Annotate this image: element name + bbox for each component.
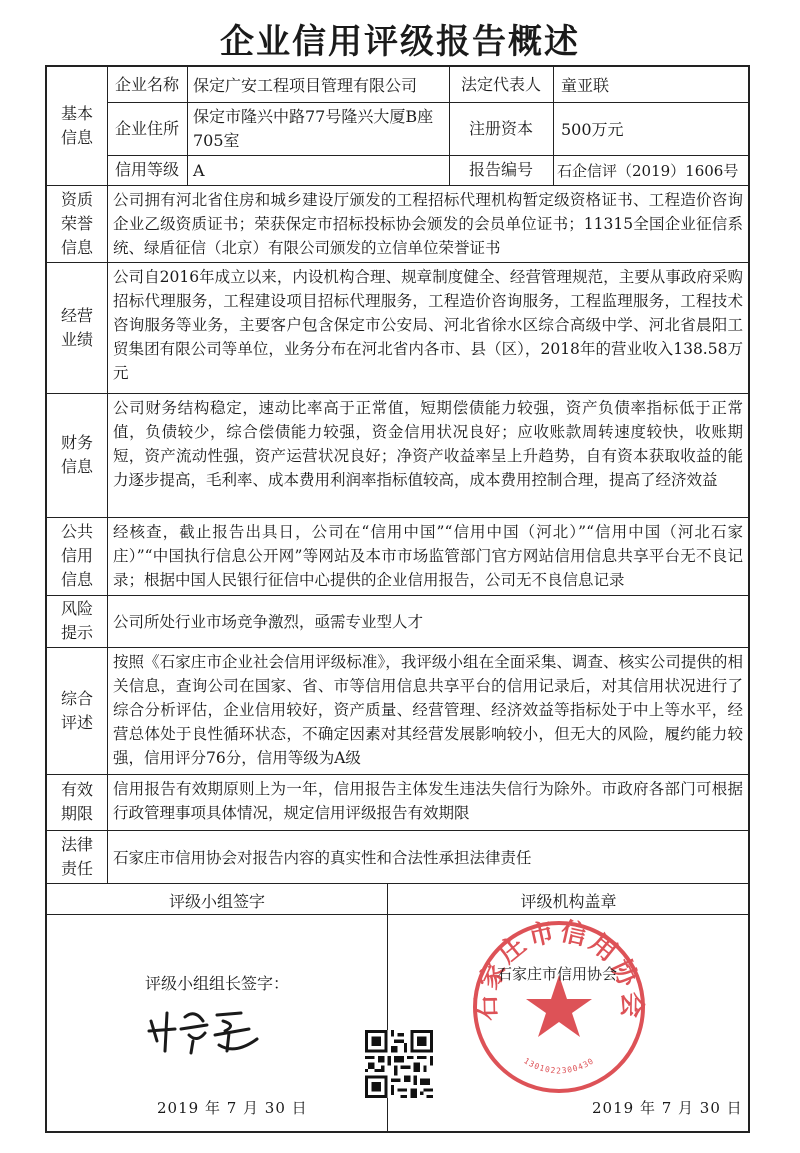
capital-value: 500万元: [561, 120, 624, 139]
grade-label: 信用等级: [114, 160, 179, 179]
address-label: 企业住所: [114, 118, 179, 138]
legal-rep-label: 法定代表人: [460, 74, 541, 94]
report-no-value: 石企信评（2019）1606号: [557, 161, 739, 180]
basic-info-label: 基本信息: [61, 104, 94, 147]
qualification-text: 公司拥有河北省住房和城乡建设厅颁发的工程招标代理机构暂定级资格证书、工程造价咨询企业乙级资质证书；荣获保定市招标投标协会颁发的会员单位证书；11315全国企业征信系统、绿盾征信（北京）有限公司颁发的立信单位荣誉证书: [113, 191, 743, 257]
seal-organization-name: 石家庄市信用协会: [496, 965, 617, 983]
svg-text:1301022300430: 1301022300430: [522, 1056, 596, 1076]
report-sheet: [45, 65, 750, 1133]
page-title: 企业信用评级报告概述: [220, 22, 580, 62]
public-credit-label: 公共信用信息: [61, 522, 94, 589]
capital-label: 注册资本: [468, 118, 533, 138]
rating-team-signature-header: 评级小组签字: [168, 892, 265, 911]
qualification-label: 资质荣誉信息: [61, 189, 94, 257]
legal-rep-value: 童亚联: [561, 76, 610, 95]
grade-value: A: [193, 160, 205, 180]
legal-text: 石家庄市信用协会对报告内容的真实性和合法性承担法律责任: [113, 848, 532, 867]
official-seal: [469, 917, 649, 1097]
address-value: 保定市隆兴中路77号隆兴大厦B座705室: [193, 106, 434, 150]
risk-text: 公司所处行业市场竞争激烈，亟需专业型人才: [113, 613, 424, 631]
review-text: 按照《石家庄市企业社会信用评级标准》，我评级小组在全面采集、调查、核实公司提供的相关信息，查询公司在国家、省、市等信用信息共享平台的信用记录后，对其信用状况进行了综合分析评估，企业信用较好，资产质量、经营管理、经济效益等指标处于中上等水平，经营总体处于良性循环状态，不确定因素对其经营发展影响较小，但无大的风险，履约能力较强，信用评分76分，信用等级为A级: [113, 653, 743, 767]
public-credit-text: 经核查，截止报告出具日，公司在“信用中国”“信用中国（河北）”“信用中国（河北石家庄）”“中国执行信息公开网”等网站及本市市场监管部门官方网站信用信息共享平台无不良记录；根据中国人民银行征信中心提供的企业信用报告，公司无不良信息记录: [113, 523, 743, 589]
company-name-value: 保定广安工程项目管理有限公司: [193, 76, 418, 95]
validity-label: 有效期限: [61, 780, 94, 823]
seal-date: 2019 年 7 月 30 日: [592, 1099, 743, 1117]
team-leader-signature-label: 评级小组组长签字：: [144, 974, 289, 993]
handwritten-signature: [145, 1007, 275, 1057]
finance-text: 公司财务结构稳定，速动比率高于正常值，短期偿债能力较强，资产负债率指标低于正常值，负债较少，综合偿债能力较强，资金信用状况良好；应收账款周转速度较快，收账期短，资产流动性强，资产运营状况良好；净资产收益率呈上升趋势，自有资本获取收益的能力逐步提高，毛利率、成本费用利润率指标值较高，成本费用控制合理，提高了经济效益: [113, 399, 743, 489]
risk-label: 风险提示: [61, 599, 94, 642]
rating-agency-seal-header: 评级机构盖章: [520, 892, 617, 911]
signature-date: 2019 年 7 月 30 日: [157, 1099, 308, 1117]
svg-text:石家庄市信用协会: 石家庄市信用协会: [471, 917, 647, 1022]
performance-text: 公司自2016年成立以来，内设机构合理、规章制度健全、经营管理规范，主要从事政府采购招标代理服务，工程建设项目招标代理服务，工程造价咨询服务，工程监理服务，工程技术咨询服务等业务，主要客户包含保定市公安局、河北省徐水区综合高级中学、河北省晨阳工贸集团有限公司等单位，业务分布在河北省内各市、县（区），2018年的营业收入138.58万元: [113, 268, 743, 382]
qr-code-icon: [365, 1030, 433, 1098]
performance-label: 经营业绩: [61, 305, 94, 349]
company-name-label: 企业名称: [114, 74, 179, 94]
report-no-label: 报告编号: [468, 160, 533, 179]
legal-label: 法律责任: [61, 834, 94, 878]
validity-text: 信用报告有效期原则上为一年，信用报告主体发生违法失信行为除外。市政府各部门可根据行政管理事项具体情况，规定信用评级报告有效期限: [113, 780, 743, 822]
finance-label: 财务信息: [61, 433, 94, 476]
review-label: 综合评述: [61, 688, 94, 732]
